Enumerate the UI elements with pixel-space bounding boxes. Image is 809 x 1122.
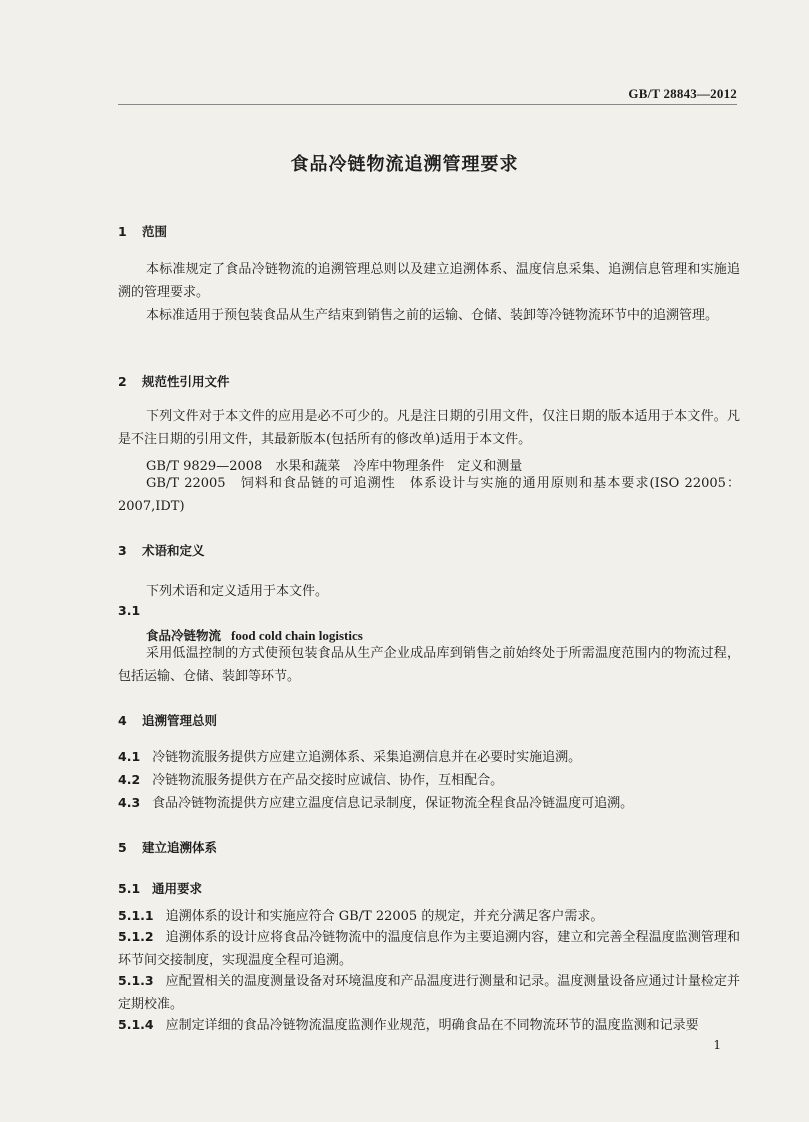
clause-text: 追溯体系的设计应将食品冷链物流中的温度信息作为主要追溯内容，建立和完善全程温度监测管理和环节间交接制度，实现温度全程可追溯。	[118, 930, 740, 968]
section-1-paragraph-1: 本标准规定了食品冷链物流的追溯管理总则以及建立追溯体系、温度信息采集、追溯信息管理和实施追溯的管理要求。	[118, 262, 740, 300]
clause-5-1-2	[118, 925, 740, 972]
section-3-title: 术语和定义	[142, 543, 205, 558]
clause-text: 冷链物流服务提供方在产品交接时应诚信、协作，互相配合。	[152, 773, 504, 788]
clause-5-1-3	[118, 969, 740, 1016]
section-3-heading	[118, 541, 205, 559]
section-5-heading	[118, 838, 217, 856]
page-number: 1	[713, 1038, 721, 1052]
section-2-title: 规范性引用文件	[142, 374, 230, 389]
clause-5-1-4	[118, 1013, 740, 1036]
reference-1: GB/T 9829—2008 水果和蔬菜 冷库中物理条件 定义和测量	[146, 459, 523, 474]
section-2-intro: 下列文件对于本文件的应用是必不可少的。凡是注日期的引用文件，仅注日期的版本适用于本文件。凡是不注日期的引用文件，其最新版本(包括所有的修改单)适用于本文件。	[118, 409, 740, 447]
term-chinese: 食品冷链物流	[146, 628, 222, 643]
clause-number: 4.2	[118, 772, 141, 787]
clause-number: 5.1.3	[118, 973, 154, 988]
clause-number: 5.1.4	[118, 1017, 154, 1032]
clause-number: 4.3	[118, 795, 141, 810]
clause-number: 5.1.2	[118, 929, 154, 944]
section-3-intro: 下列术语和定义适用于本文件。	[146, 584, 329, 599]
document-title: 食品冷链物流追溯管理要求	[290, 154, 519, 175]
clause-text: 追溯体系的设计和实施应符合 GB/T 22005 的规定，并充分满足客户需求。	[165, 909, 604, 924]
section-3-number: 3	[118, 543, 127, 558]
section-2-number: 2	[118, 374, 127, 389]
section-1-paragraph-2: 本标准适用于预包装食品从生产结束到销售之前的运输、仓储、装卸等冷链物流环节中的追溯管理。	[146, 308, 719, 323]
term-number: 3.1	[118, 603, 141, 618]
section-1-heading	[118, 222, 167, 240]
subsection-5-1-number: 5.1	[118, 881, 141, 896]
section-5-title: 建立追溯体系	[142, 840, 218, 855]
reference-2: GB/T 22005 饲料和食品链的可追溯性 体系设计与实施的通用原则和基本要求(ISO 22005：2007,IDT)	[118, 476, 741, 514]
section-1-title: 范围	[142, 224, 168, 239]
clause-text: 冷链物流服务提供方应建立追溯体系、采集追溯信息并在必要时实施追溯。	[152, 750, 582, 765]
clause-4-2	[118, 768, 740, 792]
clause-number: 5.1.1	[118, 908, 154, 923]
header-rule	[118, 104, 737, 105]
standard-code: GB/T 28843—2012	[628, 86, 737, 101]
term-definition: 采用低温控制的方式使预包装食品从生产企业成品库到销售之前始终处于所需温度范围内的物流过程，包括运输、仓储、装卸等环节。	[118, 646, 740, 684]
clause-text: 食品冷链物流提供方应建立温度信息记录制度，保证物流全程食品冷链温度可追溯。	[152, 796, 634, 811]
section-2-heading	[118, 372, 230, 390]
section-1-number: 1	[118, 224, 127, 239]
clause-4-1	[118, 745, 740, 769]
subsection-5-1-heading	[118, 879, 202, 897]
clause-text: 应配置相关的温度测量设备对环境温度和产品温度进行测量和记录。温度测量设备应通过计量检定并定期校准。	[118, 974, 740, 1012]
clause-number: 4.1	[118, 749, 141, 764]
section-4-heading	[118, 711, 217, 729]
clause-text: 应制定详细的食品冷链物流温度监测作业规范，明确食品在不同物流环节的温度监测和记录要	[165, 1018, 699, 1033]
clause-4-3	[118, 791, 740, 815]
section-4-title: 追溯管理总则	[142, 713, 218, 728]
term-english: food cold chain logistics	[231, 628, 363, 643]
subsection-5-1-title: 通用要求	[152, 881, 203, 896]
section-4-number: 4	[118, 713, 127, 728]
section-5-number: 5	[118, 840, 127, 855]
